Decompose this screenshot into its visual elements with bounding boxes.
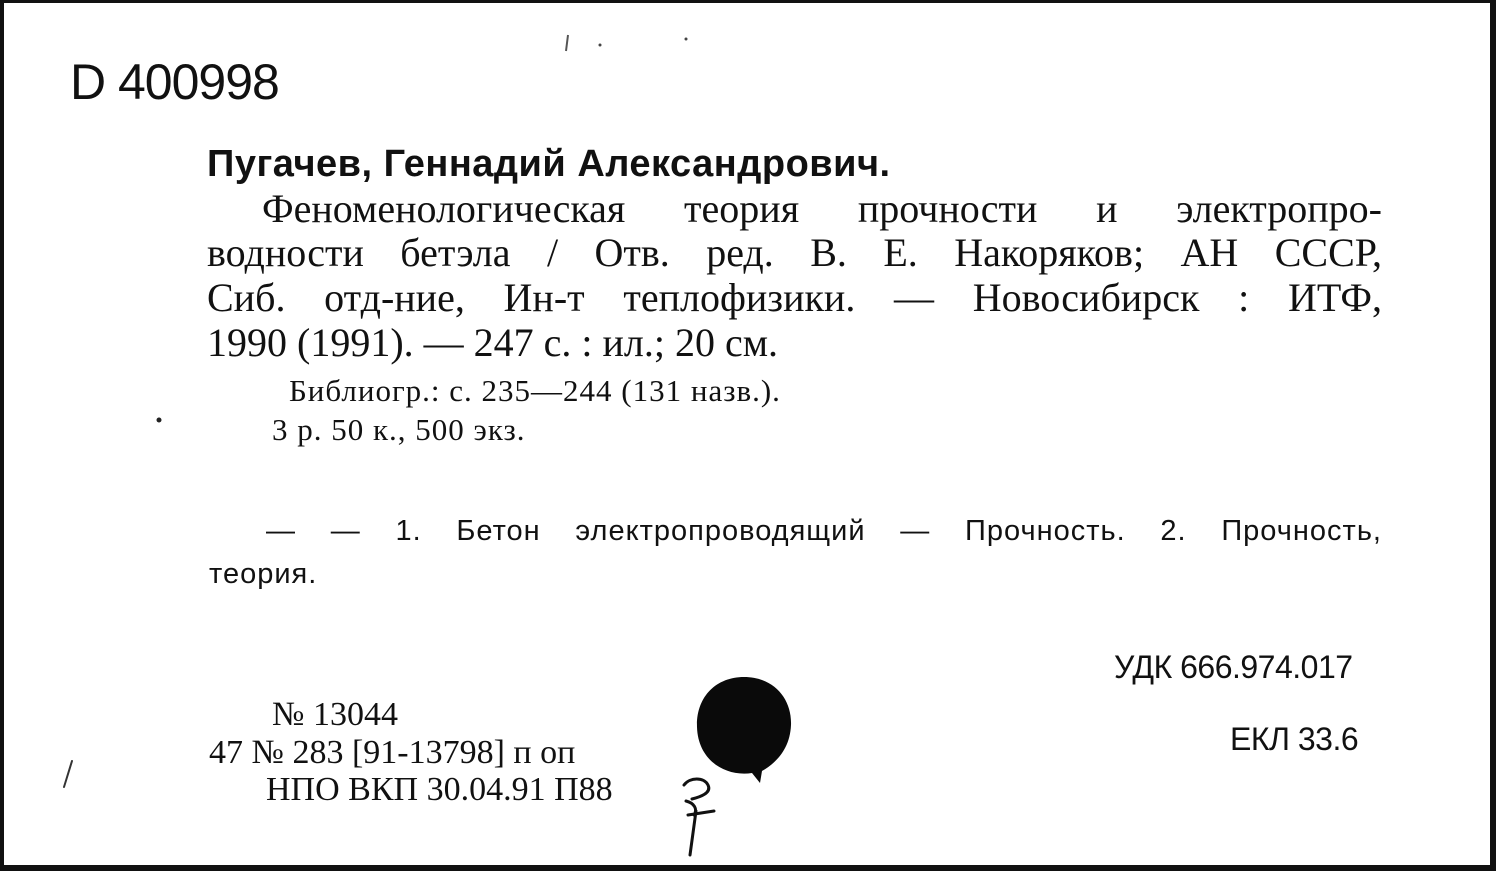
scan-speck [154, 415, 164, 425]
description-line: Сиб. отд-ние, Ин-т теплофизики. — Новосибирск : ИТФ, [207, 275, 1382, 320]
subject-headings-line: — — 1. Бетон электропроводящий — Прочность. 2. Прочность, [266, 515, 1382, 547]
catalog-number: D 400998 [70, 54, 279, 110]
bibliography-note: Библиогр.: с. 235—244 (131 назв.). [289, 373, 781, 408]
udc-code: УДК 666.974.017 [1114, 649, 1353, 685]
publisher-info: НПО ВКП 30.04.91 П88 [266, 771, 613, 808]
price-note: 3 р. 50 к., 500 экз. [272, 412, 526, 447]
author-heading: Пугачев, Геннадий Александрович. [207, 143, 891, 185]
description-line: 1990 (1991). — 247 с. : ил.; 20 см. [207, 320, 779, 365]
subject-headings-line: теория. [209, 558, 318, 590]
ekl-code: ЕКЛ 33.6 [1230, 721, 1359, 757]
description-line: Феноменологическая теория прочности и электропро- [262, 186, 1382, 231]
order-number: № 13044 [272, 696, 398, 733]
scan-specks [564, 31, 694, 53]
handwritten-mark [674, 771, 730, 857]
ink-blot-stamp [696, 675, 792, 783]
description-line: водности бетэла / Отв. ред. В. Е. Накоряков; АН СССР, [207, 230, 1382, 275]
pencil-mark [58, 759, 78, 789]
print-info: 47 № 283 [91-13798] п оп [209, 734, 576, 771]
